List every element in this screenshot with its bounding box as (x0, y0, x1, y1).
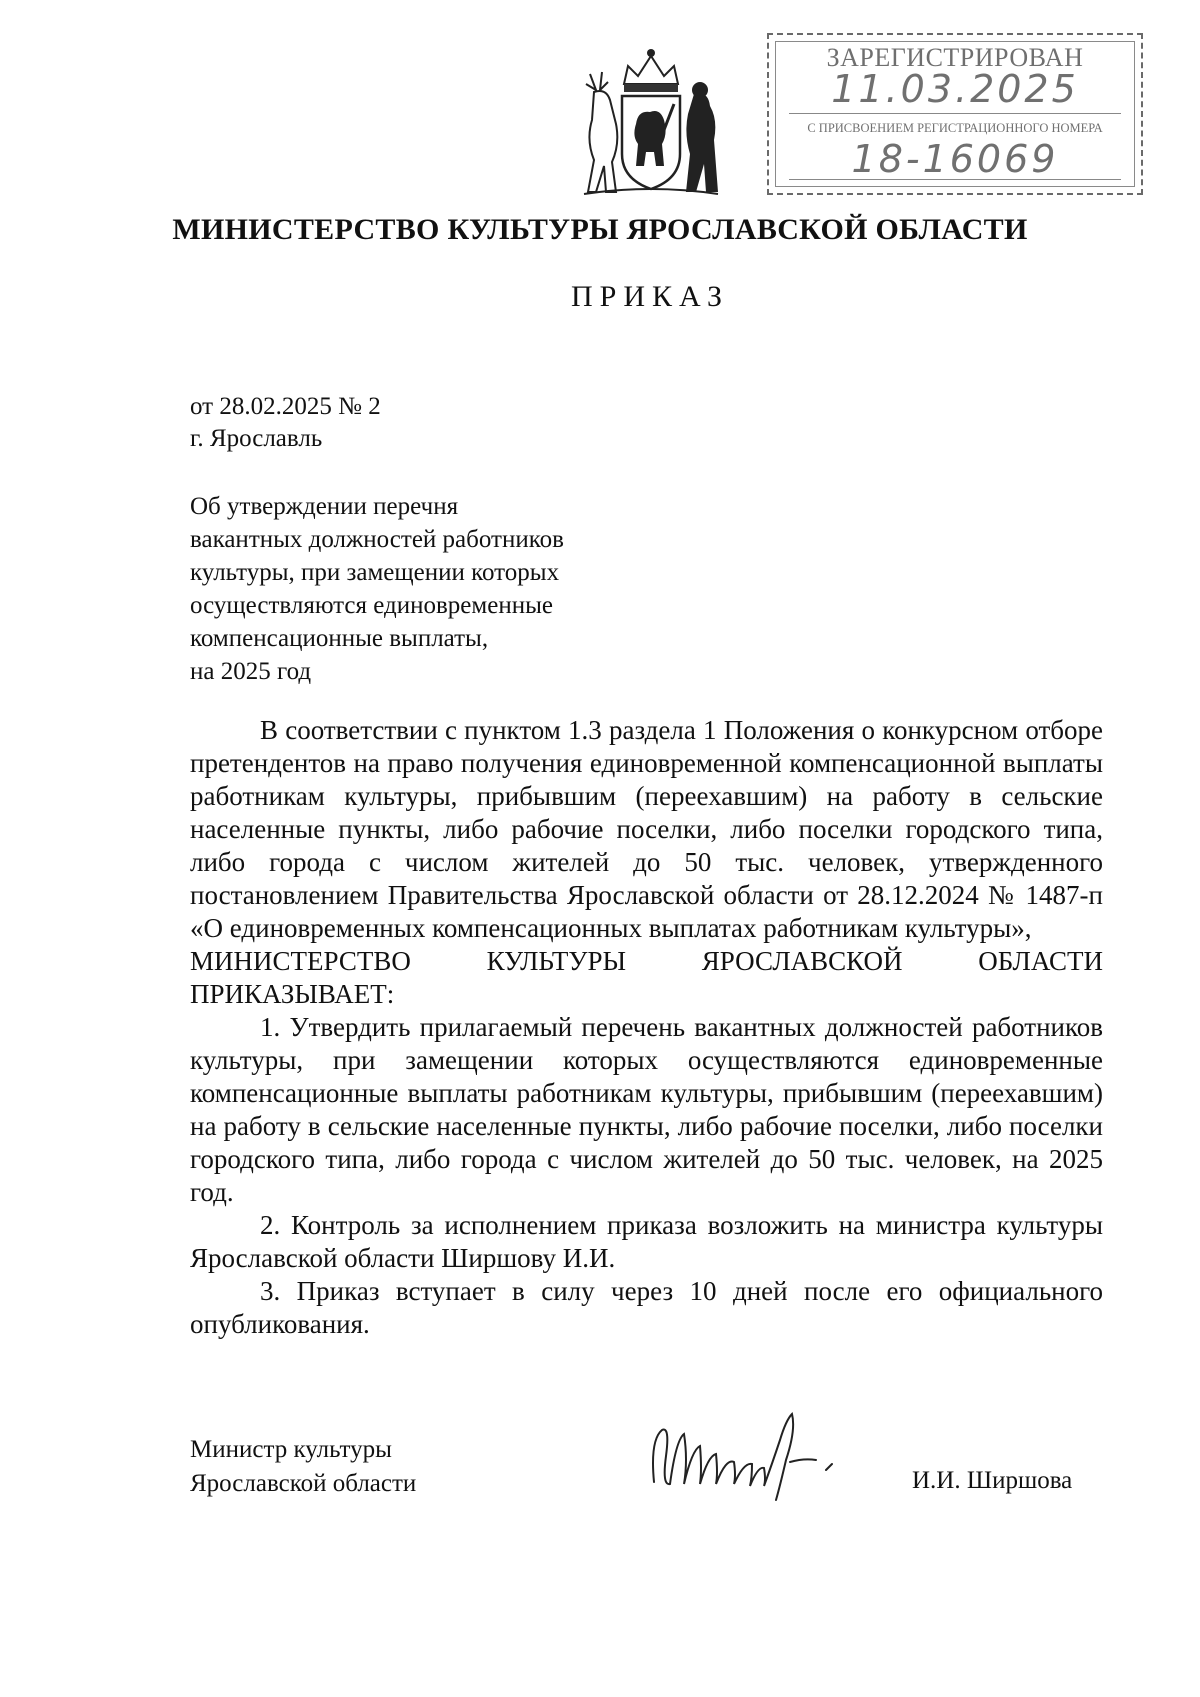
subject-line: Об утверждении перечня (190, 493, 459, 520)
subject-line: культуры, при замещении которых (190, 559, 560, 586)
document-subject (190, 490, 710, 688)
subject-line: осуществляются единовременные (190, 592, 553, 619)
signatory-title (190, 1433, 416, 1501)
stamp-divider (789, 179, 1121, 180)
orders-heading-line1: МИНИСТЕРСТВО КУЛЬТУРЫ ЯРОСЛАВСКОЙ ОБЛАСТИ (190, 946, 1103, 976)
preamble-paragraph: В соответствии с пунктом 1.3 раздела 1 Положения о конкурсном отборе претендентов на право получения единовременной компенсационной выплаты работникам культуры, прибывшим (переехавшим) на работу в сельские населенные пункты, либо рабочие поселки, либо поселки городского типа, либо города с числом жителей до 50 тыс. человек, утвержденного постановлением Правительства Ярославской области от 28.12.2024 № 1487-п «О единовременных компенсационных выплатах работникам культуры», (190, 715, 1103, 943)
ministry-heading: МИНИСТЕРСТВО КУЛЬТУРЫ ЯРОСЛАВСКОЙ ОБЛАСТИ (172, 213, 1028, 246)
coat-of-arms-emblem (576, 44, 726, 202)
order-item-3: 3. Приказ вступает в силу через 10 дней после его официального опубликования. (190, 1276, 1103, 1339)
order-item-1: 1. Утвердить прилагаемый перечень вакантных должностей работников культуры, при замещении которых осуществляются единовременные компенсационные выплаты работникам культуры, прибывшим (переехавшим) на работу в сельские населенные пункты, либо рабочие поселки, либо поселки городского типа, либо города с числом жителей до 50 тыс. человек, на 2025 год. (190, 1012, 1103, 1207)
document-body (190, 714, 1103, 1341)
document-city: г. Ярославль (190, 425, 323, 452)
stamp-registration-number: 18-16069 (851, 137, 1059, 181)
document-type-title: ПРИКАЗ (571, 280, 729, 313)
signatory-title-line: Министр культуры (190, 1436, 392, 1463)
order-item-2: 2. Контроль за исполнением приказа возложить на министра культуры Ярославской области Ширшову И.И. (190, 1210, 1103, 1273)
subject-line: на 2025 год (190, 658, 312, 685)
registration-stamp (767, 33, 1143, 195)
subject-line: компенсационные выплаты, (190, 625, 489, 652)
stamp-divider (789, 113, 1121, 114)
stamp-date: 11.03.2025 (831, 67, 1079, 111)
handwritten-signature (640, 1400, 860, 1510)
subject-line: вакантных должностей работников (190, 526, 564, 553)
orders-heading-line2: ПРИКАЗЫВАЕТ: (190, 979, 395, 1009)
signatory-title-line: Ярославской области (190, 1470, 417, 1497)
stamp-subtitle: С ПРИСВОЕНИЕМ РЕГИСТРАЦИОННОГО НОМЕРА (807, 121, 1103, 135)
document-date-number: от 28.02.2025 № 2 (190, 393, 381, 420)
signatory-name: И.И. Ширшова (912, 1467, 1073, 1494)
stamp-title: ЗАРЕГИСТРИРОВАН (826, 43, 1084, 72)
